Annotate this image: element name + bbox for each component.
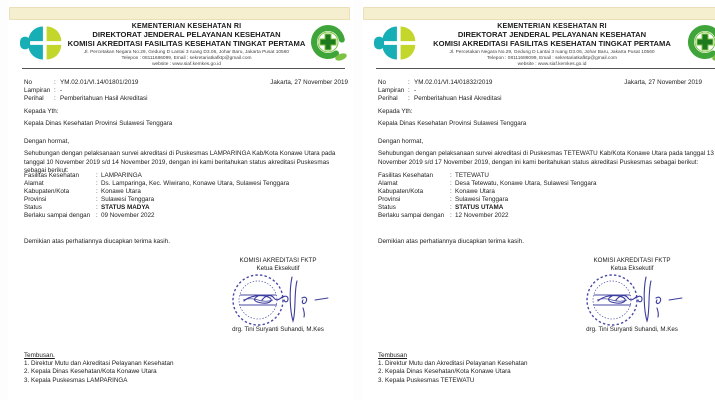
signature-org: KOMISI AKREDITASI FKTP [593, 257, 671, 264]
header-divider [22, 68, 345, 69]
tembusan-item: 3. Kepala Puskesmas TETEWATU [378, 376, 475, 384]
letter-page-left [8, 0, 353, 400]
signature-name: drg. Tini Suryanti Suhandi, M.Kes [232, 326, 324, 334]
contact-line: Telepon : 08111686099, Email : sekretariatkafktp@gmail.com [486, 56, 617, 61]
recipient-block [24, 108, 172, 127]
opening-salutation: Dengan hormat, [378, 138, 424, 145]
letterhead-text [418, 23, 686, 68]
fktp-accreditation-logo-icon [309, 23, 349, 68]
tembusan-label: Tembusan. [24, 352, 55, 359]
stamp-and-signature-icon [572, 271, 692, 329]
commission-name: KOMISI AKREDITASI FASILITAS KESEHATAN TINGKAT PERTAMA [433, 39, 671, 49]
facility-name: LAMPARINGA [101, 172, 142, 179]
meta-lampiran: Lampiran : - [378, 87, 417, 95]
letter-meta [24, 79, 148, 104]
directorate-name: DIREKTORAT JENDERAL PELAYANAN KESEHATAN [92, 30, 281, 40]
detail-row: Berlaku sampai dengan : 09 November 2022 [24, 211, 155, 219]
detail-row: Kabupaten/Kota : Konawe Utara [24, 187, 141, 195]
body-paragraph: Sehubungan dengan pelaksanaan survei akreditasi di Puskesmas LAMPARINGA Kab/Kota Konawe Utara pada tanggal 10 November 2019 s/d 14 November 2019, dengan ini kami beritahukan status akreditasi Puskesmas sebagai berikut: [24, 150, 336, 174]
website-line: website : www.siaf.kemkes.go.id [517, 61, 587, 67]
meta-perihal: Perihal : Pemberitahuan Hasil Akreditasi [24, 95, 148, 103]
letter-subject: Pemberitahuan Hasil Akreditasi [414, 95, 502, 103]
signature-title: Ketua Eksekutif [256, 265, 300, 273]
letter-number: YM.02.01/VI.14/01832/2019 [414, 79, 493, 86]
recipient-name: Kepala Dinas Kesehatan Provinsi Sulawesi Tenggara [378, 120, 527, 127]
tembusan-block [24, 352, 173, 385]
accreditation-status: STATUS UTAMA [455, 203, 504, 211]
detail-row-status: Status : STATUS MADYA [24, 203, 150, 211]
tembusan-item: 1. Direktur Mutu dan Akreditasi Pelayanan Kesehatan [24, 360, 174, 368]
closing-line: Demikian atas perhatiannya diucapkan terima kasih. [378, 238, 524, 245]
page-top-band [363, 7, 715, 20]
letter-meta [378, 79, 502, 104]
closing-line: Demikian atas perhatiannya diucapkan terima kasih. [24, 238, 170, 245]
tembusan-item: 3. Kepala Puskesmas LAMPARINGA [24, 376, 128, 384]
signature-block [557, 257, 707, 334]
commission-name: KOMISI AKREDITASI FASILITAS KESEHATAN TINGKAT PERTAMA [67, 39, 306, 49]
facility-details [378, 172, 715, 220]
detail-row: Fasilitas Kesehatan : TETEWATU [378, 172, 489, 179]
contact-line: Telepon : 08111686099, Email : sekretariatkafktp@gmail.com [121, 56, 252, 61]
meta-perihal: Perihal : Pemberitahuan Hasil Akreditasi [378, 95, 502, 103]
tembusan-block [378, 352, 527, 385]
letterhead [20, 23, 349, 68]
detail-row: Kabupaten/Kota : Konawe Utara [378, 187, 495, 195]
address-line: Jl. Percetakan Negara No.29, Gedung D Lantai 3 ruang D3.06, Johar Baru, Jakarta Pusat 10560 [449, 50, 655, 56]
detail-row: Alamat : Ds. Lamparinga, Kec. Wiwirano, Konawe Utara, Sulawesi Tenggara [24, 179, 290, 187]
letterhead [374, 23, 715, 68]
letter-date: Jakarta, 27 November 2019 [270, 79, 348, 86]
facility-name: TETEWATU [455, 172, 489, 179]
detail-row: Alamat : Desa Tetewatu, Konawe Utara, Sulawesi Tenggara [378, 179, 597, 187]
detail-row: Provinsi : Sulawesi Tenggara [378, 195, 509, 203]
tembusan-label: Tembusan [378, 352, 408, 359]
letter-date: Jakarta, 27 November 2019 [624, 79, 702, 86]
facility-details [24, 172, 349, 220]
ministry-name: KEMENTERIAN KESEHATAN RI [497, 23, 607, 31]
page-top-band [9, 7, 350, 20]
directorate-name: DIREKTORAT JENDERAL PELAYANAN KESEHATAN [457, 30, 647, 40]
header-divider [376, 68, 715, 69]
website-line: website : www.siaf.kemkes.go.id [152, 61, 221, 67]
tembusan-item: 2. Kepala Dinas Kesehatan/Kota Konawe Utara [378, 368, 511, 376]
accreditation-status: STATUS MADYA [101, 203, 150, 211]
tembusan-item: 1. Direktur Mutu dan Akreditasi Pelayanan Kesehatan [378, 360, 528, 368]
kemenkes-logo-icon [20, 23, 64, 68]
detail-row-status: Status : STATUS UTAMA [378, 203, 504, 211]
recipient-name: Kepala Dinas Kesehatan Provinsi Sulawesi Tenggara [24, 120, 173, 127]
signature-title: Ketua Eksekutif [610, 265, 654, 273]
detail-row: Fasilitas Kesehatan : LAMPARINGA [24, 172, 142, 179]
detail-row: Berlaku sampai dengan : 12 November 2022 [378, 211, 509, 219]
detail-row: Provinsi : Sulawesi Tenggara [24, 195, 155, 203]
opening-salutation: Dengan hormat, [24, 138, 70, 145]
letterhead-text [64, 23, 309, 68]
ministry-name: KEMENTERIAN KESEHATAN RI [131, 23, 242, 31]
letter-number: YM.02.01/VI.14/01801/2019 [60, 79, 139, 86]
meta-no: No : YM.02.01/VI.14/01801/2019 [24, 79, 139, 86]
fktp-accreditation-logo-icon [686, 23, 715, 68]
meta-lampiran: Lampiran : - [24, 87, 63, 95]
stamp-and-signature-icon [218, 271, 338, 329]
tembusan-item: 2. Kepala Dinas Kesehatan/Kota Konawe Utara [24, 368, 157, 376]
recipient-block [378, 108, 526, 127]
signature-block [203, 257, 353, 334]
address-line: Jl. Percetakan Negara No.29, Gedung D Lantai 3 ruang D3.06, Johar Baru, Jakarta Pusat 10560 [83, 50, 290, 56]
letter-page-right [362, 0, 715, 400]
letter-subject: Pemberitahuan Hasil Akreditasi [60, 95, 148, 103]
meta-no: No : YM.02.01/VI.14/01832/2019 [378, 79, 493, 86]
kemenkes-logo-icon [374, 23, 418, 68]
salutation: Kepada Yth: [24, 108, 59, 115]
signature-name: drg. Tini Suryanti Suhandi, M.Kes [586, 326, 678, 334]
salutation: Kepada Yth: [378, 108, 413, 115]
signature-org: KOMISI AKREDITASI FKTP [239, 257, 317, 264]
body-paragraph: Sehubungan dengan pelaksanaan survei akreditasi di Puskesmas TETEWATU Kab/Kota Konawe Utara pada tanggal 13 November 2019 s/d 17 November 2019, dengan ini kami beritahukan status akreditasi Puskesmas sebagai berikut: [378, 150, 714, 166]
